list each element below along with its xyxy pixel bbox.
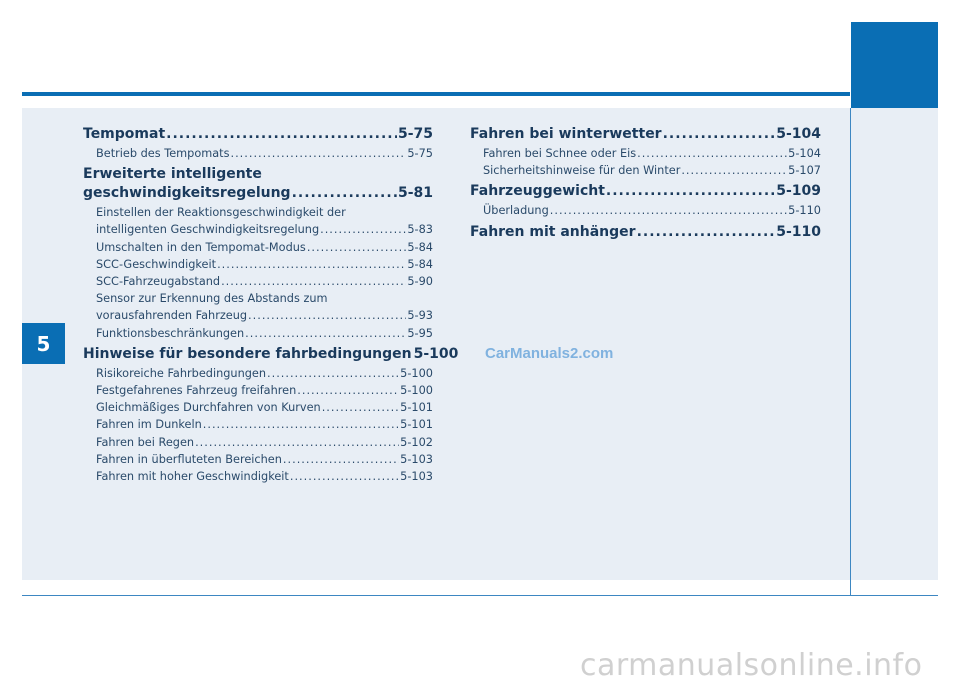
toc-page-number: 5-75 bbox=[407, 147, 433, 160]
dot-leader bbox=[606, 182, 775, 201]
dot-leader bbox=[297, 382, 399, 399]
toc-page-number: 5-75 bbox=[397, 126, 433, 142]
toc-heading[interactable] bbox=[83, 345, 459, 364]
toc-page-number: 5-90 bbox=[407, 275, 433, 289]
toc-entry[interactable] bbox=[83, 416, 433, 433]
header-rule bbox=[22, 92, 850, 96]
footer-watermark: carmanualsonline.info bbox=[580, 648, 923, 683]
toc-page-number: 5-95 bbox=[407, 326, 433, 340]
toc-entry-line: Sensor zur Erkennung des Abstands zum bbox=[96, 292, 328, 306]
toc-right-column bbox=[470, 125, 821, 242]
toc-label: SCC-Fahrzeugabstand bbox=[96, 275, 221, 289]
toc-heading[interactable] bbox=[83, 125, 433, 144]
toc-page-number: 5-110 bbox=[776, 223, 821, 240]
dot-leader bbox=[248, 307, 406, 324]
toc-page-number: 5-109 bbox=[776, 183, 821, 200]
dot-leader bbox=[221, 273, 406, 290]
toc-page-number: 5-100 bbox=[400, 366, 433, 380]
toc-entry[interactable] bbox=[83, 325, 433, 342]
toc-page-number: 5-100 bbox=[400, 384, 433, 398]
toc-page-number: 5-101 bbox=[400, 401, 433, 415]
toc-entry[interactable] bbox=[83, 307, 433, 324]
dot-leader bbox=[195, 434, 399, 451]
toc-label: Fahrzeuggewicht bbox=[470, 183, 605, 200]
toc-label: Umschalten in den Tempomat-Modus bbox=[96, 240, 306, 254]
toc-entry[interactable] bbox=[83, 382, 433, 399]
toc-page-number: 5-103 bbox=[400, 470, 433, 484]
chapter-color-block bbox=[851, 22, 938, 108]
dot-leader bbox=[290, 468, 399, 485]
toc-label: Festgefahrenes Fahrzeug freifahren bbox=[96, 384, 297, 398]
toc-entry[interactable] bbox=[83, 434, 433, 451]
toc-label: Fahren bei winterwetter bbox=[470, 126, 662, 142]
toc-page-number: 5-110 bbox=[788, 204, 821, 218]
toc-label: geschwindigkeitsregelung bbox=[83, 185, 291, 202]
toc-label: Fahren bei Schnee oder Eis bbox=[483, 147, 637, 160]
toc-entry[interactable] bbox=[470, 202, 821, 219]
toc-page-number: 5-104 bbox=[788, 147, 821, 160]
toc-label: Tempomat bbox=[83, 126, 166, 142]
toc-page-number: 5-81 bbox=[397, 185, 433, 202]
toc-label: vorausfahrenden Fahrzeug bbox=[96, 309, 248, 323]
dot-leader bbox=[267, 365, 399, 382]
toc-entry[interactable] bbox=[83, 239, 433, 256]
dot-leader bbox=[292, 184, 397, 203]
toc-label: Fahren bei Regen bbox=[96, 435, 195, 449]
toc-heading[interactable] bbox=[83, 184, 433, 203]
toc-heading[interactable] bbox=[470, 223, 821, 242]
toc-label: SCC-Geschwindigkeit bbox=[96, 257, 217, 271]
toc-page-number: 5-84 bbox=[407, 257, 433, 271]
dot-leader bbox=[283, 451, 399, 468]
toc-entry[interactable] bbox=[83, 221, 433, 238]
toc-entry[interactable] bbox=[83, 256, 433, 273]
toc-label: Überladung bbox=[483, 204, 549, 218]
toc-entry[interactable] bbox=[83, 399, 433, 416]
toc-label: Sicherheitshinweise für den Winter bbox=[483, 164, 681, 178]
toc-entry[interactable] bbox=[470, 145, 821, 162]
toc-label: Betrieb des Tempomats bbox=[96, 147, 230, 160]
dot-leader bbox=[663, 125, 776, 144]
dot-leader bbox=[637, 145, 787, 162]
toc-entry[interactable] bbox=[83, 145, 433, 162]
toc-label: Hinweise für besondere fahrbedingungen bbox=[83, 345, 412, 362]
dot-leader bbox=[203, 416, 399, 433]
toc-heading[interactable] bbox=[470, 125, 821, 144]
toc-left-column bbox=[83, 125, 459, 485]
dot-leader bbox=[637, 223, 776, 242]
toc-label: Funktionsbeschränkungen bbox=[96, 326, 245, 340]
toc-page-number: 5-103 bbox=[400, 452, 433, 466]
toc-entry[interactable] bbox=[83, 273, 433, 290]
toc-label: Fahren in überfluteten Bereichen bbox=[96, 452, 282, 466]
footer-rule bbox=[22, 595, 938, 596]
dot-leader bbox=[320, 221, 406, 238]
watermark-text: CarManuals2.com bbox=[485, 345, 614, 362]
toc-label: Risikoreiche Fahrbedingungen bbox=[96, 366, 267, 380]
dot-leader bbox=[322, 399, 399, 416]
toc-entry[interactable] bbox=[83, 451, 433, 468]
dot-leader bbox=[217, 256, 406, 273]
toc-page-number: 5-84 bbox=[407, 240, 433, 254]
dot-leader bbox=[230, 145, 406, 162]
toc-entry[interactable] bbox=[83, 365, 433, 382]
toc-entry-line: Einstellen der Reaktionsgeschwindigkeit der bbox=[96, 206, 346, 220]
toc-page-number: 5-101 bbox=[400, 418, 433, 432]
toc-label: Fahren mit anhänger bbox=[470, 223, 636, 240]
dot-leader bbox=[166, 125, 397, 144]
toc-label: Fahren im Dunkeln bbox=[96, 418, 202, 432]
toc-page-number: 5-104 bbox=[776, 126, 821, 142]
toc-page-number: 5-93 bbox=[407, 309, 433, 323]
toc-label: Gleichmäßiges Durchfahren von Kurven bbox=[96, 401, 321, 415]
toc-heading-line: Erweiterte intelligente bbox=[83, 166, 262, 183]
toc-entry[interactable] bbox=[83, 468, 433, 485]
toc-page-number: 5-100 bbox=[413, 345, 459, 362]
toc-heading[interactable] bbox=[470, 182, 821, 201]
dot-leader bbox=[681, 162, 787, 179]
chapter-tab[interactable]: 5 bbox=[22, 323, 65, 364]
toc-label: Fahren mit hoher Geschwindigkeit bbox=[96, 470, 289, 484]
side-rule bbox=[850, 108, 851, 596]
dot-leader bbox=[550, 202, 787, 219]
dot-leader bbox=[245, 325, 406, 342]
toc-page-number: 5-83 bbox=[407, 223, 433, 237]
toc-page-number: 5-102 bbox=[400, 435, 433, 449]
dot-leader bbox=[307, 239, 407, 256]
toc-label: intelligenten Geschwindigkeitsregelung bbox=[96, 223, 320, 237]
toc-entry[interactable] bbox=[470, 162, 821, 179]
toc-page-number: 5-107 bbox=[788, 164, 821, 178]
